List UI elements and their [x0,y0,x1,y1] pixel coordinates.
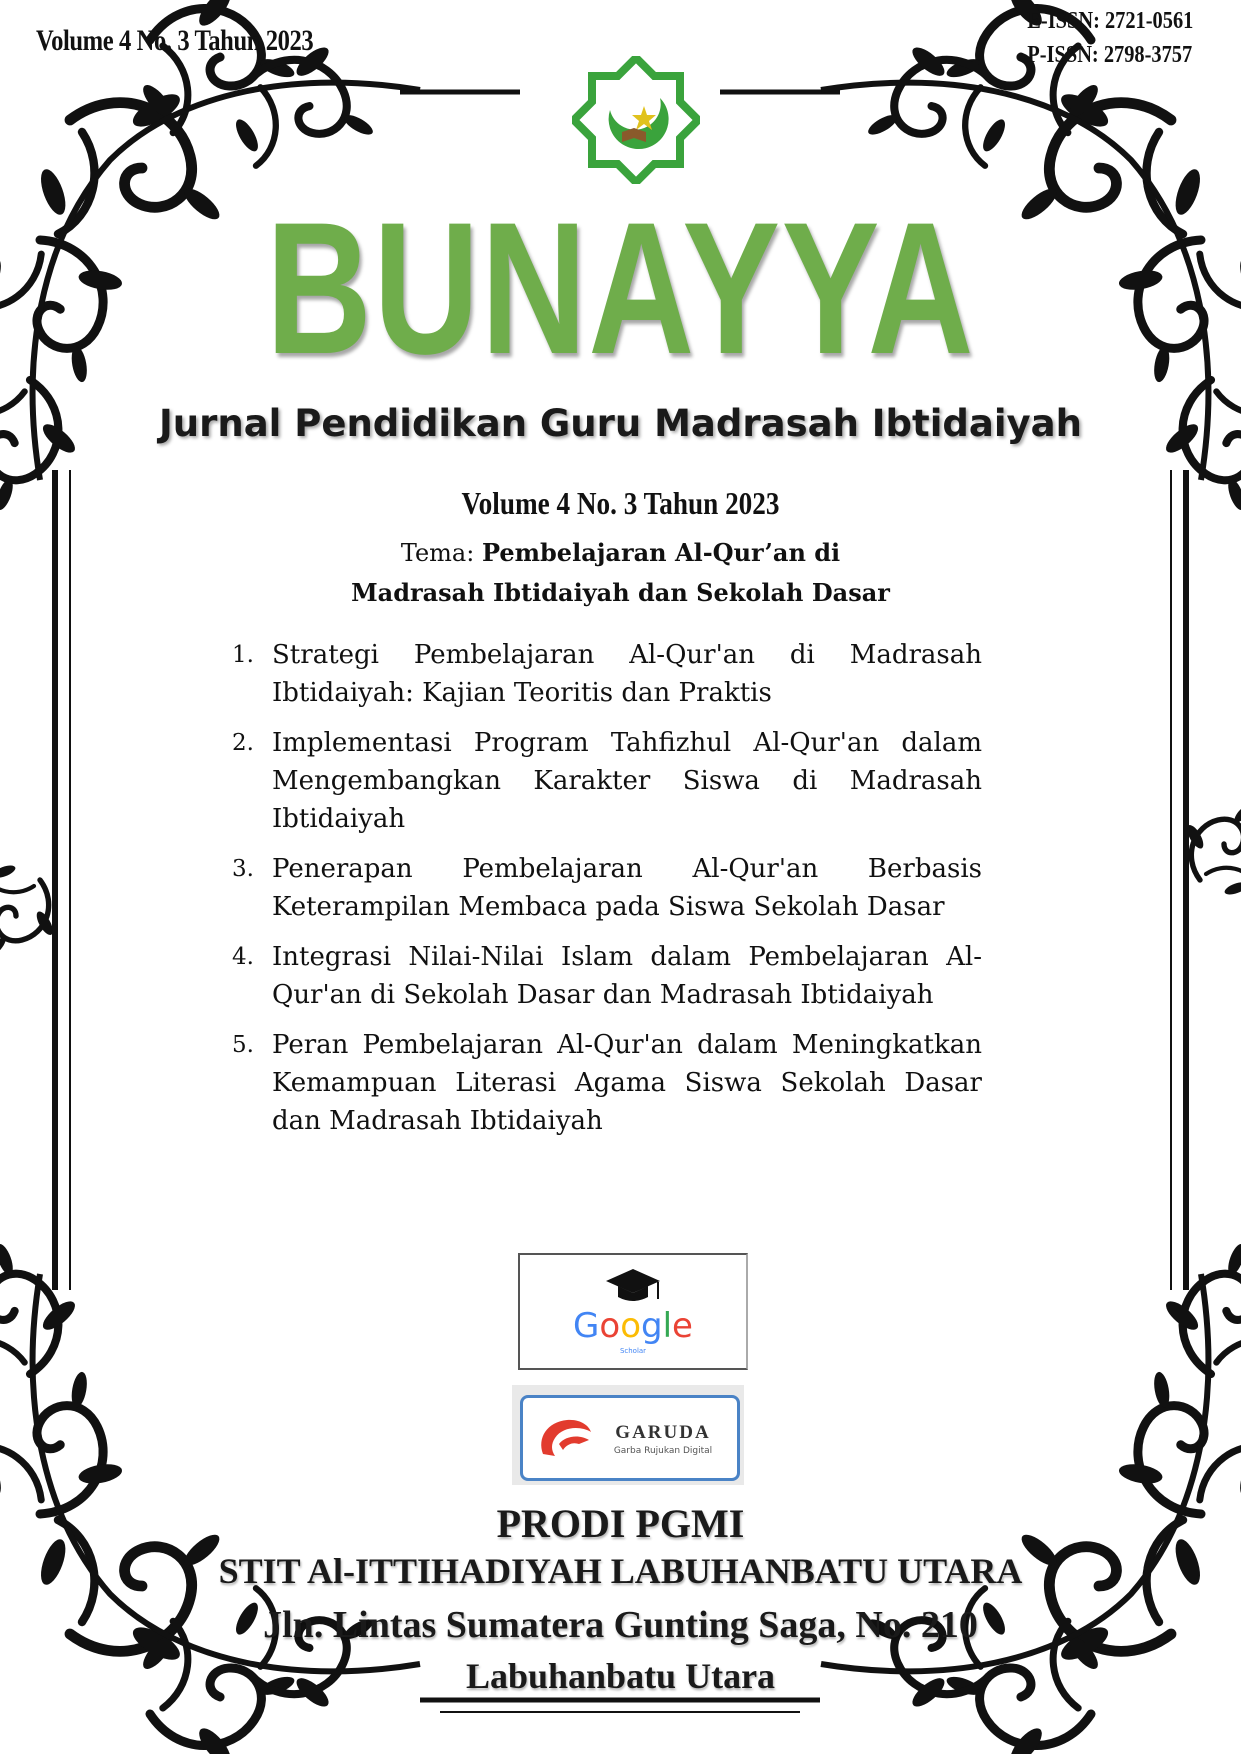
garuda-icon [541,1420,591,1456]
article-number: 2. [232,730,254,756]
graduation-cap-icon [606,1269,660,1301]
article-item [232,636,982,712]
article-number: 1. [232,642,254,668]
article-title: Penerapan Pembelajaran Al-Qur'an Berbasis Keterampilan Membaca pada Siswa Sekolah Dasar [272,854,982,922]
issue-theme [0,533,1241,613]
article-title: Strategi Pembelajaran Al-Qur'an di Madrasah Ibtidaiyah: Kajian Teoritis dan Praktis [272,640,982,708]
publisher-institution: STIT Al-ITTIHADIYAH LABUHANBATU UTARA [218,1551,1023,1591]
publisher-address: Jln. Lintas Sumatera Gunting Saga, No. 210 [263,1604,978,1646]
article-item [232,938,982,1014]
article-title: Integrasi Nilai-Nilai Islam dalam Pembelajaran Al-Qur'an di Sekolah Dasar dan Madrasah Ibtidaiyah [272,942,982,1010]
article-number: 4. [232,944,254,970]
article-number: 5. [232,1032,254,1058]
header-volume: Volume 4 No. 3 Tahun 2023 [36,24,314,57]
issue-volume: Volume 4 No. 3 Tahun 2023 [461,485,780,521]
article-list [232,636,982,1152]
article-title: Implementasi Program Tahfizhul Al-Qur'an dalam Mengembangkan Karakter Siswa di Madrasah Ibtidaiyah [272,728,982,834]
garuda-logo [523,1398,737,1478]
eissn: E-ISSN: 2721-0561 [1026,8,1193,34]
theme-line-2: Madrasah Ibtidaiyah dan Sekolah Dasar [351,578,890,607]
article-number: 3. [232,856,254,882]
google-scholar-badge[interactable] [518,1253,748,1370]
publisher-prodi: PRODI PGMI [496,1501,745,1546]
theme-line-1: Pembelajaran Al-Qur’an di [481,538,841,567]
journal-logo-icon [572,56,700,184]
article-item [232,850,982,926]
svg-text:Scholar: Scholar [619,1347,647,1355]
issn-block [1027,4,1193,72]
article-item [232,724,982,838]
svg-text:Google: Google [573,1306,693,1346]
svg-text:GARUDA: GARUDA [615,1422,711,1443]
journal-name: BUNAYYA [265,183,976,393]
article-title: Peran Pembelajaran Al-Qur'an dalam Meningkatkan Kemampuan Literasi Agama Siswa Sekolah Dasar dan Madrasah Ibtidaiyah [272,1030,982,1136]
svg-text:Garba Rujukan Digital: Garba Rujukan Digital [613,1446,713,1456]
article-item [232,1026,982,1140]
garuda-badge[interactable] [520,1395,740,1481]
pissn: P-ISSN: 2798-3757 [1026,42,1192,68]
publisher-city: Labuhanbatu Utara [465,1656,776,1696]
journal-subtitle: Jurnal Pendidikan Guru Madrasah Ibtidaiyah [159,402,1082,445]
google-scholar-logo [520,1255,746,1368]
theme-label: Tema: [400,539,475,567]
